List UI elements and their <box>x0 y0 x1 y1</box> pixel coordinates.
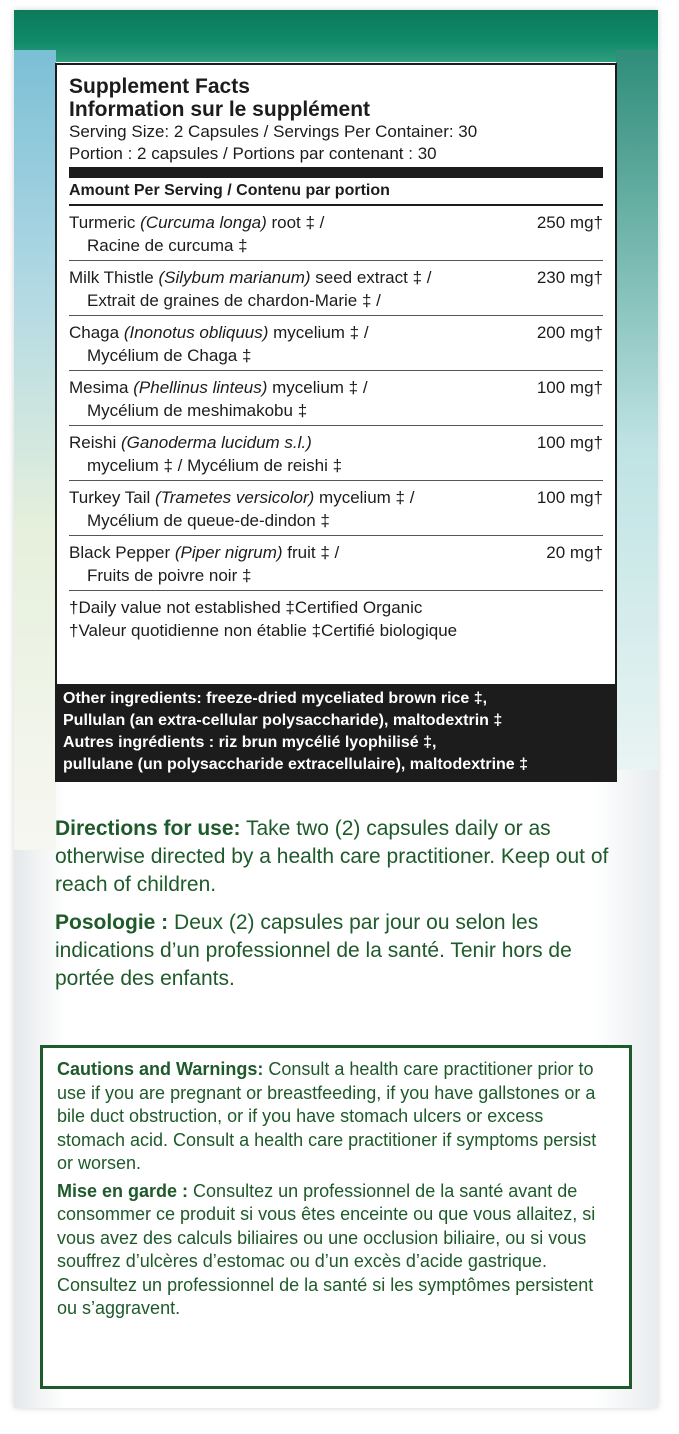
warnings-fr-label: Mise en garde : <box>57 1180 189 1201</box>
warnings-fr <box>57 1180 615 1321</box>
ingredient-amount: 100 mg† <box>536 488 603 507</box>
ingredient-amount: 200 mg† <box>536 323 603 342</box>
footnote-fr: †Valeur quotidienne non établie ‡Certifié biologique <box>69 621 458 640</box>
directions-en <box>55 815 615 899</box>
serving-size-en: Serving Size: 2 Capsules / Servings Per Container: 30 <box>69 122 478 141</box>
directions-fr <box>55 909 615 993</box>
other-ingredients-line: Autres ingrédients : riz brun mycélié lyophilisé ‡, <box>63 734 437 751</box>
ingredient-row <box>69 371 603 426</box>
warnings-en-text: Consult a health care practitioner prior to use if you are pregnant or breastfeeding, if you have gallstones or a bile duct obstruction, or if you have stomach ulcers or excess stomach acid. Consult a health care practitioner if symptoms persist or worsen. <box>57 1059 597 1173</box>
ingredient-amount: 20 mg† <box>546 543 603 562</box>
other-ingredients-line: Other ingredients: freeze-dried myceliated brown rice ‡, <box>63 690 488 707</box>
directions-fr-label: Posologie : <box>55 911 169 934</box>
ingredient-name: Milk Thistle (Silybum marianum) seed extract ‡ / Extrait de graines de chardon-Marie ‡ / <box>69 268 432 310</box>
directions-section <box>55 815 615 1003</box>
other-ingredients-line: pullulane (un polysaccharide extracellulaire), maltodextrine ‡ <box>63 756 529 773</box>
ingredient-name: Turmeric (Curcuma longa) root ‡ / Racine de curcuma ‡ <box>69 213 325 255</box>
warnings-en-label: Cautions and Warnings: <box>57 1059 264 1079</box>
ingredient-name: Turkey Tail (Trametes versicolor) mycelium ‡ / Mycélium de queue-de-dindon ‡ <box>69 488 415 530</box>
ingredient-row <box>69 206 603 261</box>
ingredient-amount: 100 mg† <box>536 433 603 452</box>
other-ingredients-box <box>57 684 615 780</box>
ingredient-name: Mesima (Phellinus linteus) mycelium ‡ / Mycélium de meshimakobu ‡ <box>69 378 368 420</box>
cautions-warnings-box <box>40 1045 632 1389</box>
facts-title-fr: Information sur le supplément <box>69 98 371 121</box>
supplement-facts-table <box>55 63 617 782</box>
ingredient-row <box>69 536 603 591</box>
directions-en-label: Directions for use: <box>55 817 241 840</box>
ingredient-row <box>69 426 603 481</box>
ingredient-name: Chaga (Inonotus obliquus) mycelium ‡ / Mycélium de Chaga ‡ <box>69 323 369 365</box>
facts-divider <box>69 167 603 178</box>
ingredient-row <box>69 481 603 536</box>
ingredient-name: Black Pepper (Piper nigrum) fruit ‡ / Fruits de poivre noir ‡ <box>69 543 340 585</box>
top-color-band <box>14 10 658 62</box>
right-background-strip <box>616 50 658 770</box>
left-background-strip <box>14 50 56 850</box>
footnote-en: †Daily value not established ‡Certified Organic <box>69 598 423 617</box>
directions-en-text: Take two (2) capsules daily or as otherwise directed by a health care practitioner. Keep out of reach of children. <box>55 817 609 896</box>
directions-fr-text: Deux (2) capsules par jour ou selon les indications d’un professionnel de la santé. Tenir hors de portée des enfants. <box>55 911 572 990</box>
ingredient-amount: 250 mg† <box>536 213 603 232</box>
warnings-fr-text: Consultez un professionnel de la santé avant de consommer ce produit si vous êtes enceinte ou que vous allaitez, si vous avez des calculs biliaires ou une occlusion biliaire, ou si vous souffrez d’ulcères d’estomac ou d’un excès d’acide gastrique. Consultez un professionnel de la santé si les symptômes persistent ou s’aggravent. <box>57 1180 596 1318</box>
ingredient-amount: 230 mg† <box>536 268 603 287</box>
warnings-en <box>57 1058 615 1176</box>
facts-footnote <box>69 591 603 645</box>
ingredient-name: Reishi (Ganoderma lucidum s.l.) mycelium ‡ / Mycélium de reishi ‡ <box>69 433 343 475</box>
ingredient-amount: 100 mg† <box>536 378 603 397</box>
amount-per-serving-header: Amount Per Serving / Contenu par portion <box>69 178 603 206</box>
other-ingredients-line: Pullulan (an extra-cellular polysaccharide), maltodextrin ‡ <box>63 712 503 729</box>
facts-title-en: Supplement Facts <box>69 75 250 98</box>
serving-size-fr: Portion : 2 capsules / Portions par contenant : 30 <box>69 144 437 163</box>
ingredient-row <box>69 316 603 371</box>
ingredient-row <box>69 261 603 316</box>
